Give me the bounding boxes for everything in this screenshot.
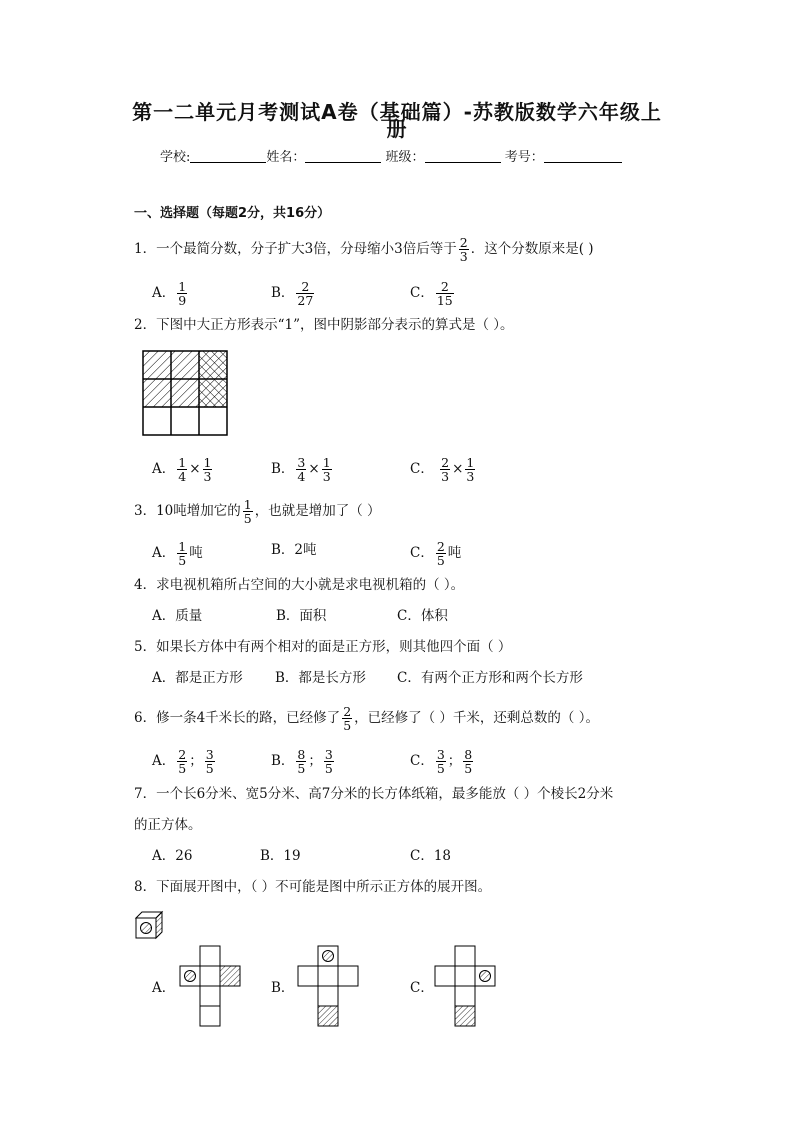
- option-text: 面积: [299, 608, 327, 624]
- option-label: A．: [152, 461, 176, 477]
- q1-option-b[interactable]: [271, 280, 316, 307]
- q4-option-a[interactable]: [152, 606, 202, 626]
- number-label: 考号：: [504, 150, 544, 165]
- frac-num: 3: [205, 747, 214, 762]
- option-label: A．: [152, 848, 176, 864]
- class-blank[interactable]: [425, 148, 501, 163]
- option-label: C．: [410, 461, 434, 477]
- option-label: A．: [152, 285, 176, 301]
- option-label: B．: [275, 670, 299, 686]
- times-sign: ×: [308, 461, 320, 477]
- frac-den: 3: [203, 469, 212, 484]
- q5-option-c[interactable]: [397, 668, 583, 688]
- question-7-line1: 7．一个长6分米、宽5分米、高7分米的长方体纸箱，最多能放（ ）个棱长2分米: [134, 786, 614, 802]
- q6-text-b: ，已经修了（ ）千米，还剩总数的（ ）。: [354, 710, 599, 726]
- frac-num: 3: [436, 747, 445, 762]
- q6-option-c[interactable]: [410, 748, 475, 775]
- q5-option-b[interactable]: [275, 668, 366, 688]
- option-label: B．: [271, 980, 295, 996]
- frac-num: 2: [441, 455, 450, 470]
- option-label: B．: [271, 753, 295, 769]
- q3-option-a[interactable]: [152, 540, 203, 567]
- frac-den: 3: [322, 469, 331, 484]
- option-text: 有两个正方形和两个长方形: [420, 670, 583, 686]
- option-label: A．: [152, 608, 176, 624]
- frac-den: 5: [178, 761, 187, 776]
- frac-num: 8: [464, 747, 473, 762]
- option-label: A．: [152, 545, 176, 561]
- option-label: A．: [152, 670, 176, 686]
- q5-option-a[interactable]: [152, 668, 243, 688]
- option-text: 质量: [175, 608, 203, 624]
- q2-option-b[interactable]: [271, 456, 334, 483]
- question-6: [134, 705, 599, 732]
- frac-num: 2: [301, 279, 310, 294]
- frac-num: 2: [178, 747, 187, 762]
- option-label: A．: [152, 980, 176, 996]
- option-label: B．: [276, 608, 300, 624]
- school-blank[interactable]: [190, 148, 266, 163]
- q4-option-b[interactable]: [276, 606, 326, 626]
- option-label: C．: [397, 608, 421, 624]
- q6-option-b[interactable]: [271, 748, 336, 775]
- separator: ；: [189, 753, 203, 769]
- separator: ；: [308, 753, 322, 769]
- class-label: 班级：: [385, 150, 425, 165]
- option-text: 19: [283, 848, 301, 864]
- frac-den: 5: [297, 761, 306, 776]
- frac-den: 5: [324, 761, 333, 776]
- name-label: 姓名：: [266, 150, 306, 165]
- question-4: 4．求电视机箱所占空间的大小就是求电视机箱的（ ）。: [134, 577, 465, 593]
- frac-den: 9: [178, 293, 187, 308]
- option-label: B．: [271, 285, 295, 301]
- option-label: B．: [271, 542, 295, 558]
- exam-title-line1: 第一二单元月考测试A卷（基础篇）-苏教版数学六年级上: [132, 100, 662, 124]
- option-text: 体积: [420, 608, 448, 624]
- q1-option-a[interactable]: [152, 280, 189, 307]
- frac-num: 2: [440, 279, 449, 294]
- frac-den: 3: [466, 469, 475, 484]
- frac-num: 1: [322, 455, 331, 470]
- q3-option-b[interactable]: [271, 540, 317, 560]
- q1-frac-num: 2: [459, 235, 468, 250]
- frac-num: 1: [178, 455, 187, 470]
- q1-option-c[interactable]: [410, 280, 456, 307]
- section-heading: 一、选择题（每题2分，共16分）: [134, 206, 331, 221]
- frac-den: 3: [441, 469, 450, 484]
- option-text: 都是正方形: [175, 670, 243, 686]
- frac-den: 5: [343, 718, 352, 733]
- q7-option-c[interactable]: [410, 846, 451, 866]
- question-8: 8．下面展开图中，（ ）不可能是图中所示正方体的展开图。: [134, 879, 492, 895]
- q2-option-c[interactable]: [410, 456, 477, 483]
- q6-option-a[interactable]: [152, 748, 217, 775]
- q1-fraction: [459, 236, 469, 263]
- q8-net-a[interactable]: [178, 945, 242, 1027]
- q3-fraction: [243, 498, 253, 525]
- frac-num: 1: [178, 539, 187, 554]
- question-7-line2: 的正方体。: [134, 817, 202, 833]
- q8-option-b[interactable]: [271, 978, 294, 998]
- q4-option-c[interactable]: [397, 606, 448, 626]
- option-label: B．: [271, 461, 295, 477]
- q6-text-a: 6．修一条4千米长的路，已经修了: [134, 710, 341, 726]
- times-sign: ×: [189, 461, 201, 477]
- option-text: 都是长方形: [298, 670, 366, 686]
- frac-num: 3: [297, 455, 306, 470]
- exam-title-line2: 册: [386, 117, 408, 141]
- q7-option-a[interactable]: [152, 846, 192, 866]
- times-sign: ×: [452, 461, 464, 477]
- separator: ；: [447, 753, 462, 769]
- frac-den: 5: [178, 553, 187, 568]
- frac-den: 5: [436, 553, 445, 568]
- frac-den: 4: [178, 469, 187, 484]
- frac-den: 5: [205, 761, 214, 776]
- option-label: C．: [410, 753, 434, 769]
- q3-option-c[interactable]: [410, 540, 461, 567]
- option-label: C．: [410, 285, 434, 301]
- option-text: 26: [175, 848, 193, 864]
- question-1: [134, 236, 594, 263]
- q8-option-c[interactable]: [410, 978, 434, 998]
- q8-cube-figure: [134, 910, 164, 940]
- frac-num: 1: [203, 455, 212, 470]
- q8-net-c[interactable]: [433, 945, 497, 1027]
- frac-num: 8: [297, 747, 306, 762]
- school-label: 学校:: [160, 150, 191, 165]
- name-blank[interactable]: [305, 148, 381, 163]
- q1-text-a: 1．一个最简分数，分子扩大3倍，分母缩小3倍后等于: [134, 241, 457, 257]
- option-label: B．: [260, 848, 284, 864]
- unit-label: 吨: [447, 545, 462, 561]
- q7-option-b[interactable]: [260, 846, 301, 866]
- q1-text-b: ．这个分数原来是( ): [470, 241, 594, 257]
- q2-grid-figure: [142, 350, 230, 438]
- option-text: 18: [433, 848, 452, 864]
- frac-den: 5: [436, 761, 445, 776]
- question-5: 5．如果长方体中有两个相对的面是正方形，则其他四个面（ ）: [134, 639, 512, 655]
- frac-den: 4: [297, 469, 306, 484]
- q8-option-a[interactable]: [152, 978, 175, 998]
- frac-den: 5: [464, 761, 473, 776]
- frac-num: 3: [324, 747, 333, 762]
- frac-num: 2: [343, 704, 352, 719]
- q1-frac-den: 3: [459, 249, 468, 264]
- frac-num: 1: [243, 497, 252, 512]
- q2-option-a[interactable]: [152, 456, 214, 483]
- option-label: C．: [397, 670, 421, 686]
- q3-text-b: ，也就是增加了（ ）: [254, 503, 381, 519]
- number-blank[interactable]: [544, 148, 622, 163]
- option-label: C．: [410, 980, 434, 996]
- frac-den: 15: [436, 293, 453, 308]
- option-label: A．: [152, 753, 176, 769]
- option-text: 2吨: [294, 542, 317, 558]
- frac-num: 1: [466, 455, 475, 470]
- frac-num: 2: [436, 539, 445, 554]
- q8-net-b[interactable]: [296, 945, 360, 1027]
- question-3: [134, 498, 381, 525]
- question-2: 2．下图中大正方形表示“1”，图中阴影部分表示的算式是（ ）。: [134, 317, 514, 333]
- q6-fraction: [342, 705, 352, 732]
- student-info-row: [160, 146, 622, 165]
- q3-text-a: 3．10吨增加它的: [134, 503, 241, 519]
- unit-label: 吨: [189, 545, 203, 561]
- frac-den: 27: [297, 293, 314, 308]
- option-label: C．: [410, 545, 434, 561]
- frac-num: 1: [178, 279, 187, 294]
- option-label: C．: [410, 848, 434, 864]
- frac-den: 5: [243, 511, 252, 526]
